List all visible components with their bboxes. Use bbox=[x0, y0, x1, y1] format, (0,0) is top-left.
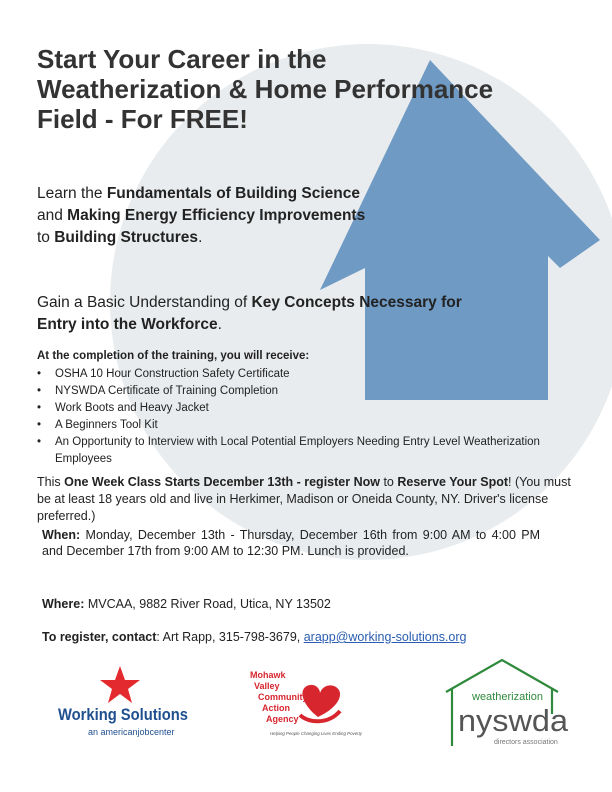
benefits-list bbox=[37, 366, 557, 468]
nyswda-sub-text: directors association bbox=[494, 739, 558, 746]
red-star-icon bbox=[100, 666, 140, 703]
benefit-item: • NYSWDA Certificate of Training Completion bbox=[37, 383, 557, 400]
working-solutions-name: Working Solutions bbox=[58, 705, 188, 724]
page-title: Start Your Career in the Weatherization & Home Performance Field - For FREE! bbox=[37, 44, 494, 134]
benefit-item: • OSHA 10 Hour Construction Safety Certificate bbox=[37, 366, 557, 383]
contact-email-link[interactable]: arapp@working-solutions.org bbox=[303, 630, 467, 644]
nyswda-top-text: weatherization bbox=[472, 691, 543, 703]
benefits-heading: At the completion of the training, you will receive: bbox=[37, 350, 310, 362]
heart-hands-icon bbox=[300, 685, 340, 721]
nyswda-logo bbox=[442, 658, 574, 750]
intro-paragraph-concepts: Gain a Basic Understanding of Key Concepts Necessary for Entry into the Workforce. bbox=[37, 294, 462, 333]
register-label: To register, contact bbox=[42, 630, 157, 644]
schedule-when bbox=[42, 527, 540, 559]
benefit-item: • Work Boots and Heavy Jacket bbox=[37, 400, 557, 417]
benefit-item: • An Opportunity to Interview with Local Potential Employers Needing Entry Level Weatherization Employees bbox=[37, 434, 557, 468]
mvcaa-line5: Agency bbox=[266, 714, 299, 724]
when-label: When: bbox=[42, 528, 81, 542]
intro-paragraph-fundamentals: Learn the Fundamentals of Building Science and Making Energy Efficiency Improvements to Building Structures. bbox=[37, 185, 366, 246]
nyswda-main-text: nyswda bbox=[458, 703, 569, 738]
benefit-item: • A Beginners Tool Kit bbox=[37, 417, 557, 434]
mvcaa-line4: Action bbox=[262, 703, 290, 713]
mvcaa-line3: Community bbox=[258, 692, 308, 702]
class-start-notice: This One Week Class Starts December 13th - register Now to Reserve Your Spot! (You must be at least 18 years old and live in Herkimer, Madison or Oneida County, NY. Driver's license preferred.) bbox=[37, 475, 571, 523]
registration-contact bbox=[42, 629, 467, 645]
register-text: : Art Rapp, 315-798-3679, bbox=[156, 630, 304, 644]
mvcaa-logo bbox=[248, 665, 368, 760]
mvcaa-line1: Mohawk bbox=[250, 670, 286, 680]
mvcaa-line2: Valley bbox=[254, 681, 280, 691]
when-text: Monday, December 13th - Thursday, December 16th from 9:00 AM to 4:00 PM and December 17th from 9:00 AM to 12:30 PM. Lunch is provided. bbox=[42, 528, 540, 558]
working-solutions-logo bbox=[58, 662, 208, 742]
working-solutions-tagline: an americanjobcenter bbox=[88, 727, 175, 737]
where-label: Where: bbox=[42, 597, 85, 611]
where-text: MVCAA, 9882 River Road, Utica, NY 13502 bbox=[87, 597, 331, 611]
location-where bbox=[42, 596, 331, 612]
mvcaa-tagline: Helping People Changing Lives Ending Poverty bbox=[270, 731, 363, 736]
